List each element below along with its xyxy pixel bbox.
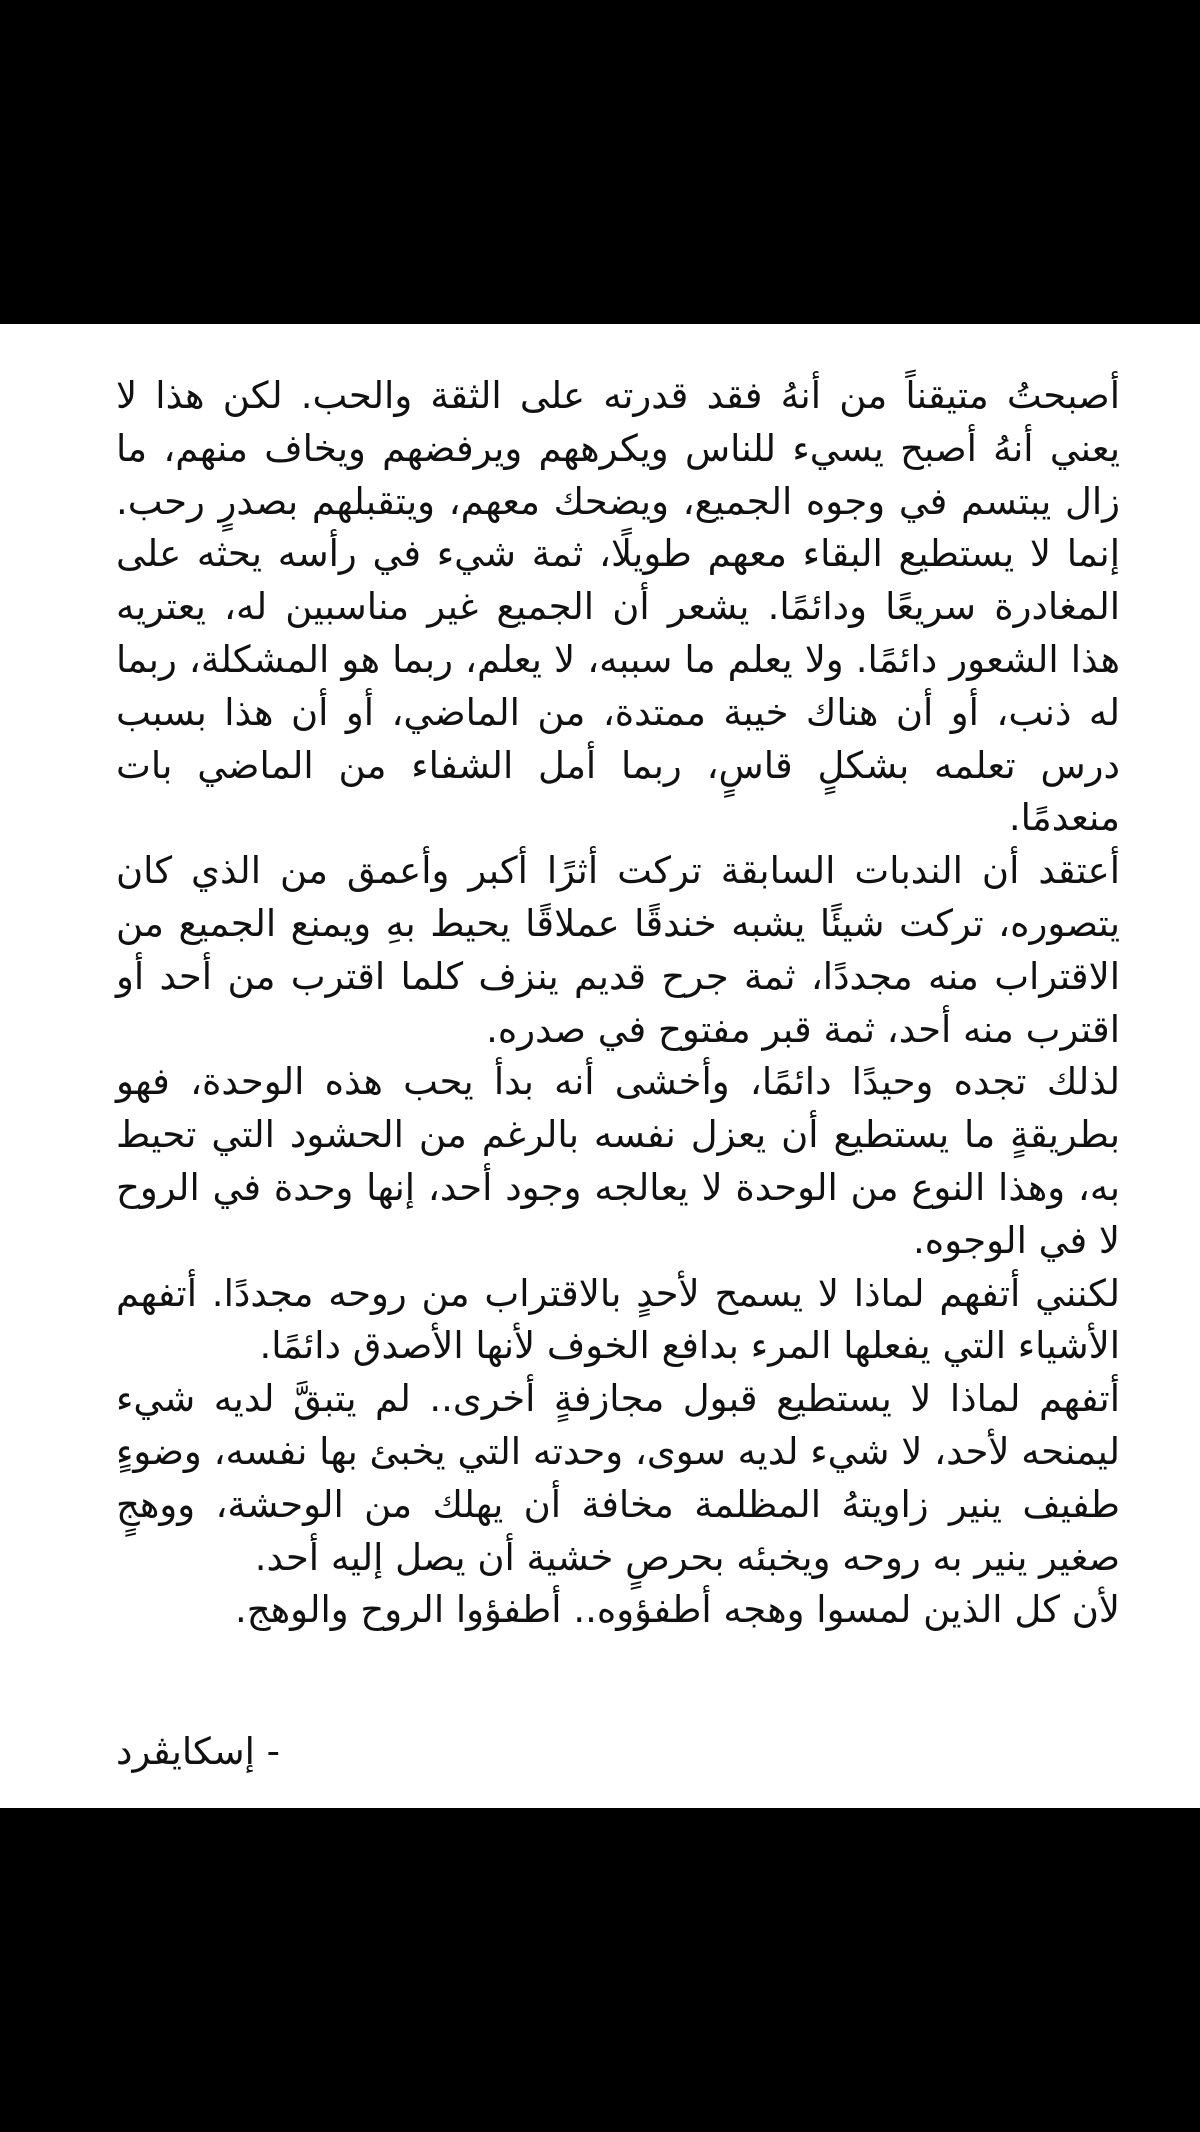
author-signature: - إسكايڤرد <box>116 1730 281 1773</box>
bottom-black-bar <box>0 1808 1200 2132</box>
paragraph-4: لكنني أتفهم لماذا لا يسمح لأحدٍ بالاقتراب من روحه مجددًا. أتفهم الأشياء التي يفعلها المرء بدافع الخوف لأنها الأصدق دائمًا. <box>116 1271 1120 1368</box>
paragraph-1: أصبحتُ متيقناً من أنهُ فقد قدرته على الثقة والحب. لكن هذا لا يعني أنهُ أصبح يسيء للناس ويكرههم ويرفضهم ويخاف منهم، ما زال يبتسم في وجوه الجميع، ويضحك معهم، ويتقبلهم بصدرٍ رحب. إنما لا يستطيع البقاء معهم طويلًا، ثمة شيء في رأسه يحثه على المغادرة سريعًا ودائمًا. يشعر أن الجميع غير مناسبين له، يعتريه هذا الشعور دائمًا. ولا يعلم ما سببه، لا يعلم، ربما هو المشكلة، ربما له ذنب، أو أن هناك خيبة ممتدة، من الماضي، أو أن هذا بسبب درس تعلمه بشكلٍ قاسٍ، ربما أمل الشفاء من الماضي بات منعدمًا. <box>116 374 1120 840</box>
paragraph-5: أتفهم لماذا لا يستطيع قبول مجازفةٍ أخرى.. لم يتبقَّ لديه شيء ليمنحه لأحد، لا شيء لديه سوى، وحدته التي يخبئ بها نفسه، وضوءٍ طفيف ينير زاويتهُ المظلمة مخافة أن يهلك من الوحشة، ووهجٍ صغير ينير به روحه ويخبئه بحرصٍ خشية أن يصل إليه أحد. <box>116 1377 1120 1579</box>
top-black-bar <box>0 0 1200 324</box>
paragraph-2: أعتقد أن الندبات السابقة تركت أثرًا أكبر وأعمق من الذي كان يتصوره، تركت شيئًا يشبه خندقًا عملاقًا يحيط بهِ ويمنع الجميع من الاقتراب منه مجددًا، ثمة جرح قديم ينزف كلما اقترب من أحد أو اقترب منه أحد، ثمة قبر مفتوح في صدره. <box>116 849 1120 1051</box>
body-text <box>116 370 1120 1637</box>
text-page <box>0 324 1200 1808</box>
paragraph-6: لأن كل الذين لمسوا وهجه أطفؤوه.. أطفؤوا الروح والوهج. <box>234 1588 1120 1632</box>
paragraph-3: لذلك تجده وحيدًا دائمًا، وأخشى أنه بدأ يحب هذه الوحدة، فهو بطريقةٍ ما يستطيع أن يعزل نفسه بالرغم من الحشود التي تحيط به، وهذا النوع من الوحدة لا يعالجه وجود أحد، إنها وحدة في الروح لا في الوجوه. <box>116 1060 1120 1262</box>
